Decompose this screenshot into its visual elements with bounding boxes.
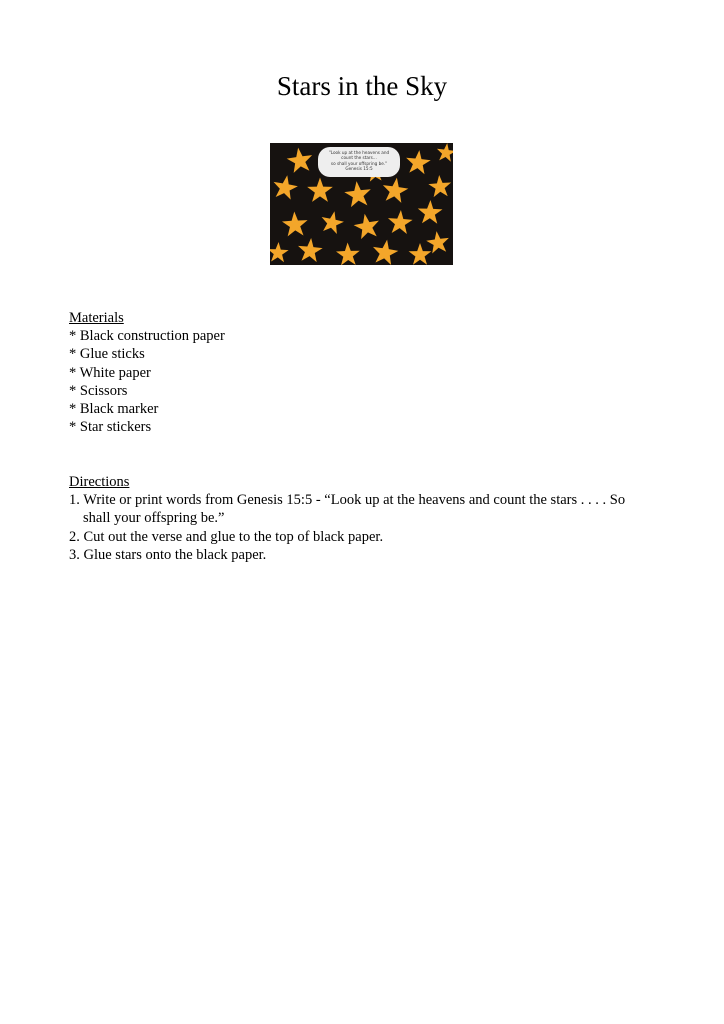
verse-line: "Look up at the heavens and <box>328 150 390 155</box>
star-shape <box>405 149 432 175</box>
star-shape <box>281 211 308 237</box>
star-shape <box>352 211 382 240</box>
star-shape <box>428 174 452 197</box>
star-shape <box>371 238 400 265</box>
verse-line: count the stars... <box>341 155 377 161</box>
star-shape <box>285 146 314 174</box>
star-shape <box>343 180 372 208</box>
materials-heading: Materials <box>69 310 124 326</box>
star-shape <box>409 243 432 265</box>
star-shape <box>387 209 413 234</box>
direction-step: 1. Write or print words from Genesis 15:5 - “Look up at the heavens and count the stars . . . . So shall your offspring be.” <box>69 492 626 527</box>
page-title: Stars in the Sky <box>276 71 448 101</box>
verse-card <box>318 147 400 177</box>
star-shape <box>381 176 410 204</box>
material-item: * Black construction paper <box>69 328 225 345</box>
star-shape <box>436 143 453 162</box>
verse-line: so shall your offspring be." <box>330 160 388 166</box>
star-shape <box>319 209 346 235</box>
star-shape <box>336 242 361 265</box>
star-shape <box>270 241 289 262</box>
directions-heading: Directions <box>69 474 130 490</box>
star-shape <box>297 237 324 263</box>
material-item: * Glue sticks <box>69 346 145 363</box>
star-shape <box>307 178 333 202</box>
material-item: * Scissors <box>69 382 128 399</box>
direction-step: 2. Cut out the verse and glue to the top of black paper. <box>69 528 384 545</box>
material-item: * White paper <box>69 364 151 381</box>
directions-list <box>69 491 649 564</box>
star-shape <box>417 200 443 224</box>
craft-photo <box>270 143 453 265</box>
star-shape <box>425 230 450 254</box>
materials-section <box>69 309 225 436</box>
verse-reference: Genesis 15:5 <box>345 166 373 172</box>
material-item: * Black marker <box>69 401 159 418</box>
star-shape <box>271 173 299 200</box>
direction-step: 3. Glue stars onto the black paper. <box>69 546 267 563</box>
directions-section <box>69 473 649 564</box>
material-item: * Star stickers <box>69 419 152 436</box>
materials-list <box>69 327 225 436</box>
